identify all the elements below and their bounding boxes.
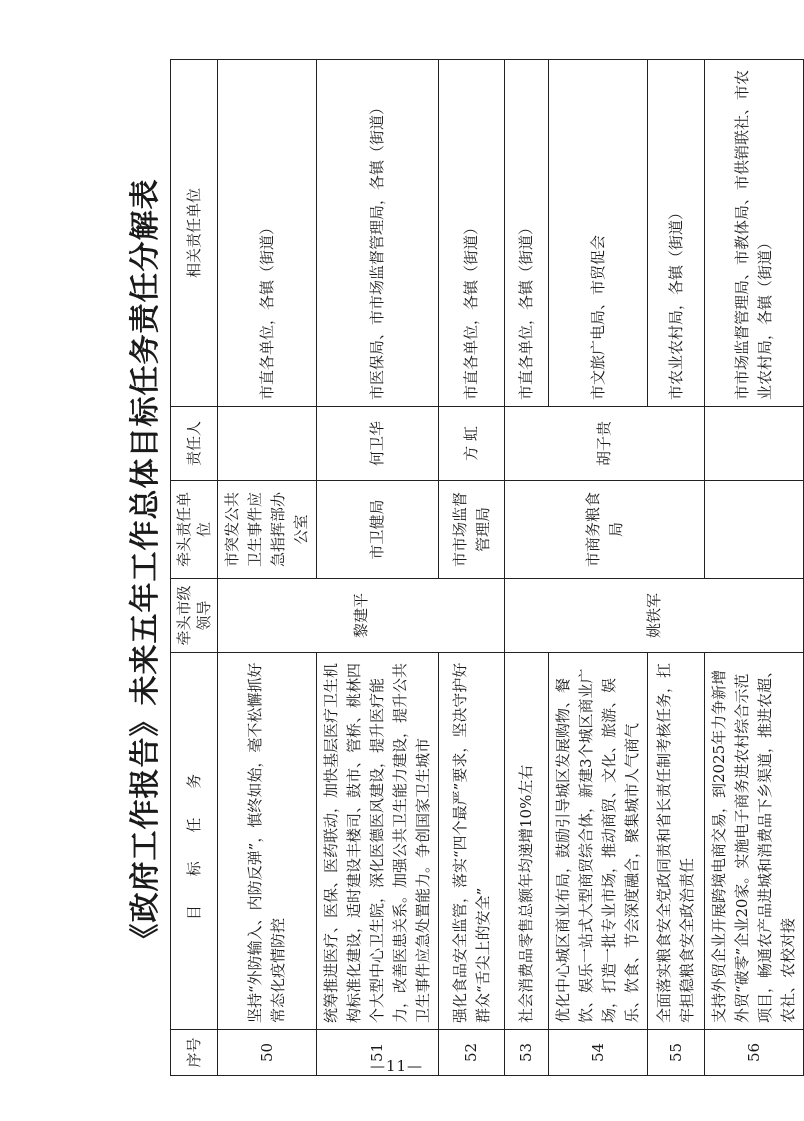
row-task: 强化食品安全监管，落实“四个最严”要求，坚决守护好群众“舌尖上的安全” [439, 653, 505, 1030]
row-leader: 黎建平 [218, 579, 505, 653]
table-row [439, 60, 505, 1076]
row-related-units: 市医保局、市市场监督管理局，各镇（街道） [317, 60, 439, 407]
header-responsible: 责任人 [171, 407, 218, 481]
row-related-units: 市文旅广电局、市贸促会 [549, 60, 648, 407]
table-row [317, 60, 439, 1076]
row-related-units: 市农业农村局，各镇（街道） [648, 60, 705, 407]
table-row [218, 60, 317, 1076]
row-task: 支持外贸企业开展跨境电商交易，到2025年力争新增外贸“破零”企业20家。实施电子商务进农村综合示范项目，畅通农产品进城和消费品下乡渠道，推进农超、农社、农校对接 [705, 653, 804, 1030]
table-row [705, 60, 804, 1076]
row-no: 54 [549, 1030, 648, 1076]
row-no: 51 [317, 1030, 439, 1076]
row-leader: 姚铁军 [505, 579, 804, 653]
row-lead-unit: 市商务粮食局 [505, 481, 705, 579]
row-lead-unit: 市卫健局 [317, 481, 439, 579]
row-no: 53 [505, 1030, 549, 1076]
row-responsible [705, 407, 804, 481]
row-no: 55 [648, 1030, 705, 1076]
row-related-units: 市直各单位，各镇（街道） [505, 60, 549, 407]
header-related-units: 相关责任单位 [171, 60, 218, 407]
row-responsible: 方 虹 [439, 407, 505, 481]
table-row [505, 60, 549, 1076]
task-table [170, 59, 804, 1076]
row-responsible: 何卫华 [317, 407, 439, 481]
row-responsible: 胡子贵 [505, 407, 705, 481]
document-title: 《政府工作报告》未来五年工作总体目标任务责任分解表 [128, 178, 163, 954]
row-lead-unit: 市突发公共卫生事件应急指挥部办公室 [218, 481, 317, 579]
row-no: 50 [218, 1030, 317, 1076]
row-related-units: 市直各单位，各镇（街道） [439, 60, 505, 407]
row-related-units: 市市场监督管理局、市教体局、市供销联社、市农业农村局，各镇（街道） [705, 60, 804, 407]
row-task: 优化中心城区商业布局，鼓励引导城区发展购物、餐饮、娱乐一站式大型商贸综合体，新建3个城区商业广场，打造一批专业市场，推动商贸、文化、旅游、娱乐、饮食、节会深度融合，聚集城市人气商气 [549, 653, 648, 1030]
header-task: 目 标 任 务 [171, 653, 218, 1030]
table-header-row [171, 60, 218, 1076]
row-task: 统筹推进医疗、医保、医药联动，加快基层医疗卫生机构标准化建设，适时建设丰楼司、鼓市、管桥、桃林四个大型中心卫生院，深化医德医风建设，提升医疗能力，改善医患关系。加强公共卫生能力建设，提升公共卫生事件应急处置能力。争创国家卫生城市 [317, 653, 439, 1030]
row-no: 52 [439, 1030, 505, 1076]
row-lead-unit [705, 481, 804, 579]
row-lead-unit: 市市场监督管理局 [439, 481, 505, 579]
header-no: 序号 [171, 1030, 218, 1076]
row-task: 坚持“外防输入、内防反弹”，慎终如始，毫不松懈抓好常态化疫情防控 [218, 653, 317, 1030]
header-leader: 牵头市级领导 [171, 579, 218, 653]
header-lead-unit: 牵头责任单位 [171, 481, 218, 579]
row-task: 社会消费品零售总额年均递增10%左右 [505, 653, 549, 1030]
row-responsible [218, 407, 317, 481]
row-no: 56 [705, 1030, 804, 1076]
page-number: —11— [369, 1057, 424, 1075]
row-task: 全面落实粮食安全党政同责和省长责任制考核任务，扛牢担稳粮食安全政治责任 [648, 653, 705, 1030]
row-related-units: 市直各单位，各镇（街道） [218, 60, 317, 407]
